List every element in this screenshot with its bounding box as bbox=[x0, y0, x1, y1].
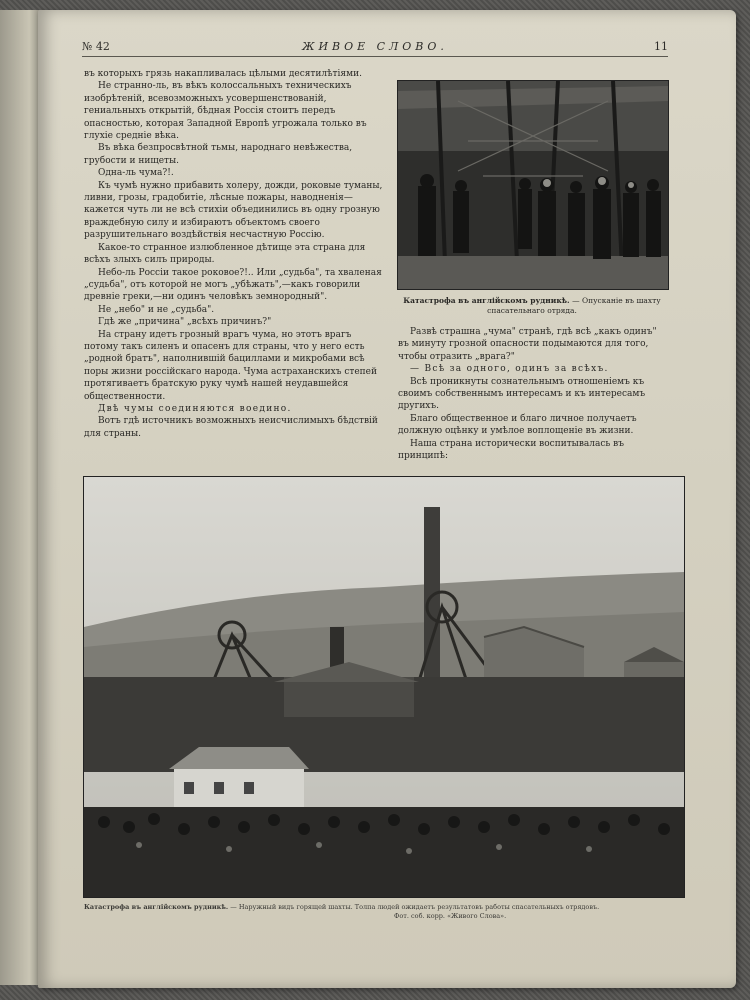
caption-title: Катастрофа въ англійскомъ рудникѣ. bbox=[403, 296, 570, 305]
paragraph: — Всѣ за одного, одинъ за всѣхъ. bbox=[410, 364, 609, 375]
right-text-column bbox=[398, 326, 670, 462]
rescue-team-photo bbox=[397, 80, 669, 290]
page-number: 11 bbox=[654, 40, 668, 53]
paragraph: Благо общественное и благо личное получаетъ должную оцѣнку и умѣлое воплощеніе въ жизни. bbox=[398, 413, 637, 437]
burning-mine-photo bbox=[83, 476, 685, 898]
paragraph: Въ вѣка безпросвѣтной тьмы, народнаго невѣжества, грубости и нищеты. bbox=[84, 143, 353, 166]
paragraph: Къ чумѣ нужно прибавить холеру, дожди, роковые туманы, ливни, грозы, градобитіе, лѣсные пожары, наводненія—кажется чуть ли не всѣ стихіи объединились въ одну грозную враждебную силу и избираютъ объектомъ своего разрушительнаго воздѣйствія несчастную Россію. bbox=[84, 180, 383, 241]
paragraph: Наша страна исторически воспитывалась въ принципѣ: bbox=[398, 438, 624, 462]
paragraph: Какое-то странное излюбленное дѣтище эта страна для всѣхъ злыхъ силъ природы. bbox=[84, 242, 366, 266]
left-text-column bbox=[84, 68, 388, 440]
magazine-title: ЖИВОЕ СЛОВО. bbox=[302, 40, 448, 53]
caption-title: Катастрофа въ англійскомъ рудникѣ. bbox=[84, 903, 229, 911]
paragraph: Небо-ль Россіи такое роковое?!.. Или „судьба", та хваленая „судьба", отъ которой не могъ „убѣжать",—какъ говорили древніе греки,—ни одинъ человѣкъ земнородный". bbox=[84, 267, 382, 303]
photo-credit: Фот. соб. корр. «Живого Слова». bbox=[394, 912, 507, 920]
running-header bbox=[82, 38, 668, 56]
paragraph: Развѣ страшна „чума" странѣ, гдѣ всѣ „какъ одинъ" въ минуту грозной опасности подымаются для того, чтобы отразить „врага?" bbox=[398, 327, 657, 362]
paragraph: Не „небо" и не „судьба". bbox=[98, 304, 215, 315]
paragraph: Одна-ль чума?!. bbox=[98, 168, 174, 179]
paragraph: Вотъ гдѣ источникъ возможныхъ неисчислимыхъ бѣдствій для страны. bbox=[84, 416, 378, 439]
paragraph: Всѣ проникнуты сознательнымъ отношеніемъ къ своимъ собственнымъ интересамъ и къ интересамъ другихъ. bbox=[398, 376, 646, 412]
header-rule bbox=[82, 56, 668, 57]
top-photo-caption bbox=[397, 296, 667, 316]
previous-page-edge bbox=[0, 10, 43, 985]
bottom-photo-caption bbox=[84, 903, 684, 921]
paragraph: въ которыхъ грязь накапливалась цѣлыми десятилѣтіями. bbox=[84, 69, 362, 79]
paragraph: Не странно-ль, въ вѣкъ колоссальныхъ техническихъ изобрѣтеній, всевозможныхъ усовершенствованій, гениальныхъ открытій, бѣдная Россія стоитъ передъ опасностью, которая Западной Европѣ угрожала только въ глухіе средніе вѣка. bbox=[84, 81, 367, 142]
paragraph: Двѣ чумы соединяются воедино. bbox=[98, 403, 292, 414]
paragraph: Гдѣ же „причина" „всѣхъ причинъ?" bbox=[98, 317, 272, 328]
issue-number: № 42 bbox=[82, 40, 110, 53]
caption-text: — Наружный видъ горящей шахты. Толпа людей ожидаетъ результатовъ работы спасательныхъ отрядовъ. bbox=[230, 903, 600, 911]
caption-text: — Опусканіе въ шахту спасательнаго отряда. bbox=[487, 296, 661, 315]
paragraph: На страну идетъ грозный врагъ чума, но этотъ врагъ потому такъ силенъ и опасенъ для страны, что у него есть „родной братъ", наполнившій бациллами и микробами всѣ поры жизни россійскаго народа. Чума астраханскихъ степей протягиваетъ братскую руку чумѣ нашей неудавшейся общественности. bbox=[84, 329, 378, 402]
